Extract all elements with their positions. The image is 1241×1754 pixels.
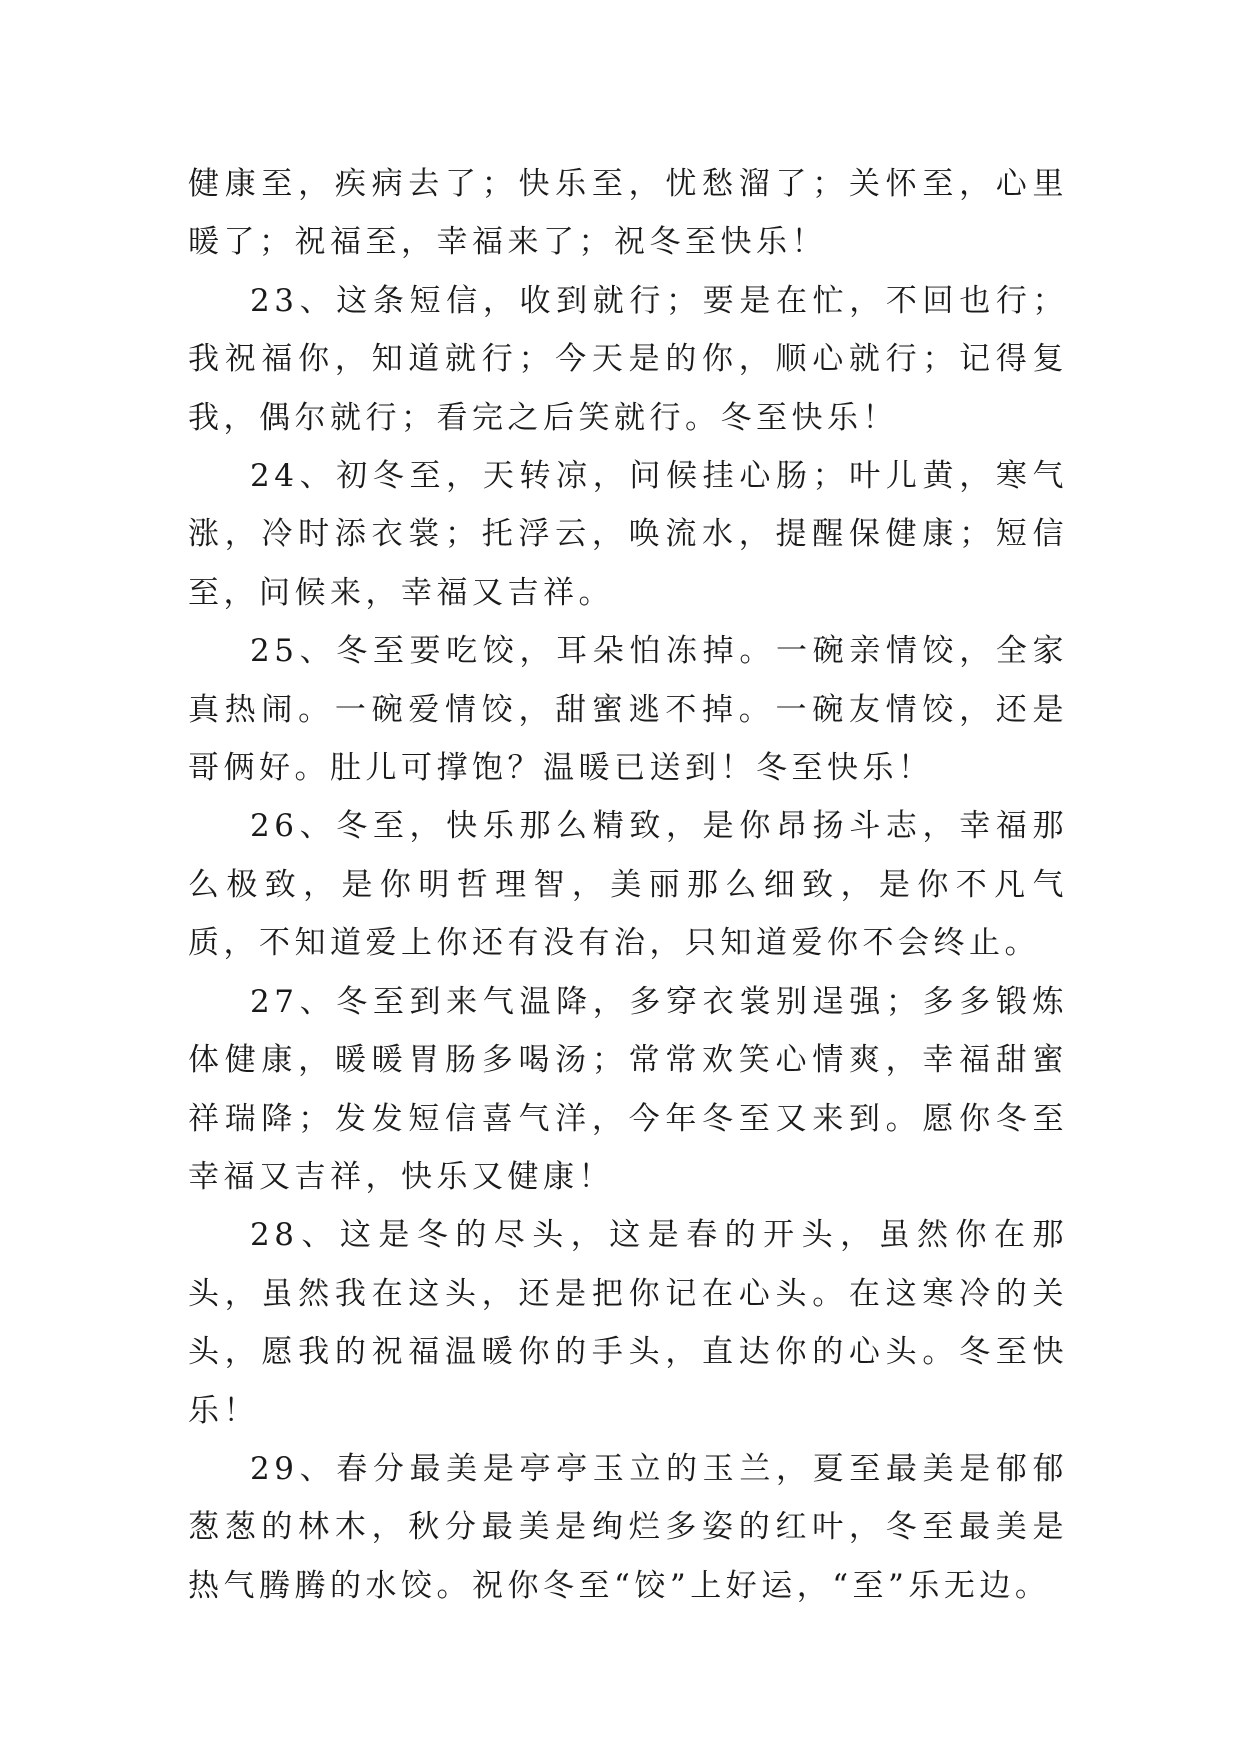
- paragraph-25: 25、冬至要吃饺，耳朵怕冻掉。一碗亲情饺，全家真热闹。一碗爱情饺，甜蜜逃不掉。一碗友情饺，还是哥俩好。肚儿可撑饱？温暖已送到！冬至快乐！: [188, 633, 1068, 787]
- paragraph-continuation: 健康至，疾病去了；快乐至，忧愁溜了；关怀至，心里暖了；祝福至，幸福来了；祝冬至快乐！: [188, 166, 1068, 261]
- paragraph-29: 29、春分最美是亭亭玉立的玉兰，夏至最美是郁郁葱葱的林木，秋分最美是绚烂多姿的红叶，冬至最美是热气腾腾的水饺。祝你冬至“饺”上好运，“至”乐无边。: [188, 1450, 1068, 1604]
- paragraph-27: 27、冬至到来气温降，多穿衣裳别逞强；多多锻炼体健康，暖暖胃肠多喝汤；常常欢笑心情爽，幸福甜蜜祥瑞降；发发短信喜气洋，今年冬至又来到。愿你冬至幸福又吉祥，快乐又健康！: [188, 983, 1068, 1195]
- document-body: [188, 155, 1068, 1615]
- paragraph-26: 26、冬至，快乐那么精致，是你昂扬斗志，幸福那么极致，是你明哲理智，美丽那么细致，是你不凡气质，不知道爱上你还有没有治，只知道爱你不会终止。: [188, 808, 1068, 962]
- paragraph-23: 23、这条短信，收到就行；要是在忙，不回也行；我祝福你，知道就行；今天是的你，顺心就行；记得复我，偶尔就行；看完之后笑就行。冬至快乐！: [188, 282, 1068, 436]
- paragraph-28: 28、这是冬的尽头，这是春的开头，虽然你在那头，虽然我在这头，还是把你记在心头。在这寒冷的关头，愿我的祝福温暖你的手头，直达你的心头。冬至快乐！: [188, 1217, 1068, 1429]
- paragraph-24: 24、初冬至，天转凉，问候挂心肠；叶儿黄，寒气涨，冷时添衣裳；托浮云，唤流水，提醒保健康；短信至，问候来，幸福又吉祥。: [188, 458, 1068, 611]
